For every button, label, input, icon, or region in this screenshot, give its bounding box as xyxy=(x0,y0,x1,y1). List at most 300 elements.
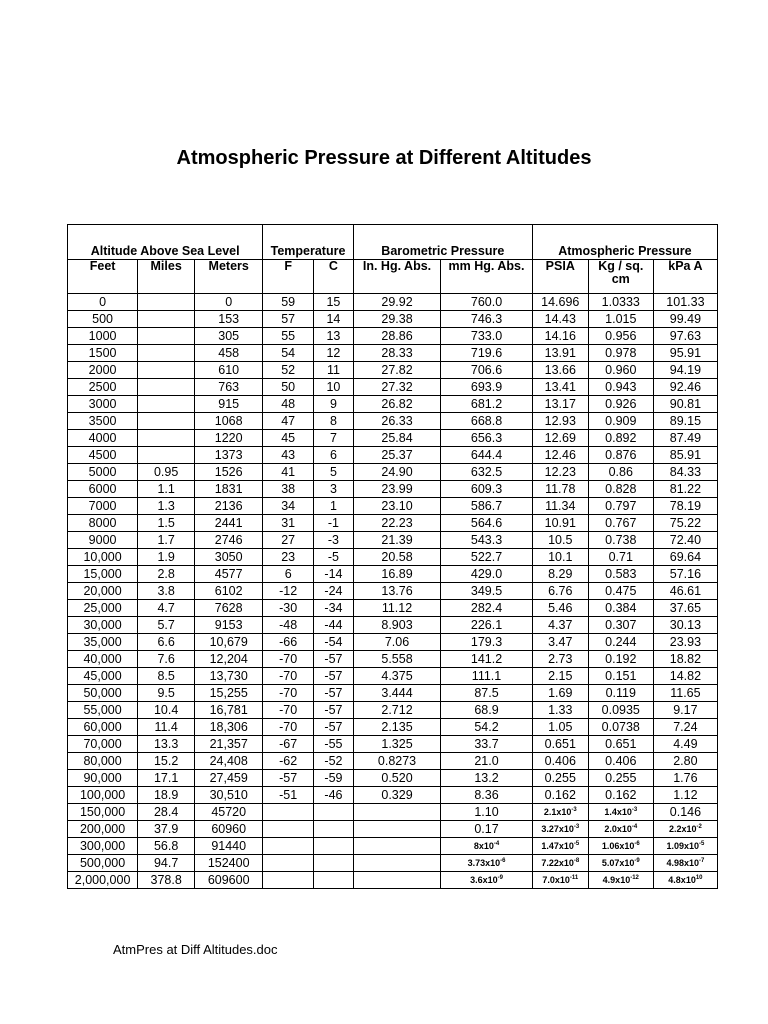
cell-mm-hg: 179.3 xyxy=(441,634,533,651)
cell-mm-hg: 706.6 xyxy=(441,362,533,379)
cell-kpa: 90.81 xyxy=(653,396,717,413)
cell-miles xyxy=(138,311,195,328)
cell-feet: 2,000,000 xyxy=(68,872,138,889)
cell-psia: $7.22x10^{-8}$ xyxy=(532,855,588,872)
cell-fahrenheit: -70 xyxy=(263,685,314,702)
cell-miles: 1.5 xyxy=(138,515,195,532)
cell-celsius: 3 xyxy=(314,481,354,498)
cell-celsius: -3 xyxy=(314,532,354,549)
cell-kpa: 101.33 xyxy=(653,294,717,311)
cell-miles: 6.6 xyxy=(138,634,195,651)
cell-mm-hg: 668.8 xyxy=(441,413,533,430)
cell-feet: 100,000 xyxy=(68,787,138,804)
cell-fahrenheit xyxy=(263,855,314,872)
cell-in-hg: 2.135 xyxy=(353,719,440,736)
cell-feet: 55,000 xyxy=(68,702,138,719)
table-row xyxy=(68,515,718,532)
cell-feet: 7000 xyxy=(68,498,138,515)
table-row xyxy=(68,294,718,311)
cell-fahrenheit: 54 xyxy=(263,345,314,362)
cell-fahrenheit: 6 xyxy=(263,566,314,583)
cell-kg-sq-cm: 0.0738 xyxy=(588,719,653,736)
cell-meters: 18,306 xyxy=(195,719,263,736)
cell-mm-hg: 522.7 xyxy=(441,549,533,566)
cell-celsius: -57 xyxy=(314,685,354,702)
cell-psia: 0.162 xyxy=(532,787,588,804)
cell-psia: 12.23 xyxy=(532,464,588,481)
cell-celsius: -57 xyxy=(314,651,354,668)
cell-in-hg: 24.90 xyxy=(353,464,440,481)
cell-kpa: 11.65 xyxy=(653,685,717,702)
cell-kg-sq-cm: 0.0935 xyxy=(588,702,653,719)
cell-miles: 13.3 xyxy=(138,736,195,753)
cell-kpa: 46.61 xyxy=(653,583,717,600)
cell-feet: 4500 xyxy=(68,447,138,464)
cell-psia: 0.255 xyxy=(532,770,588,787)
table-row xyxy=(68,702,718,719)
column-header-in-hg: In. Hg. Abs. xyxy=(353,260,440,294)
table-row xyxy=(68,362,718,379)
cell-meters: 91440 xyxy=(195,838,263,855)
cell-mm-hg: $3.73x10^{-6}$ xyxy=(441,855,533,872)
cell-fahrenheit: 52 xyxy=(263,362,314,379)
cell-fahrenheit: 31 xyxy=(263,515,314,532)
cell-miles: 4.7 xyxy=(138,600,195,617)
cell-celsius: -24 xyxy=(314,583,354,600)
cell-miles: 0.95 xyxy=(138,464,195,481)
table-row xyxy=(68,668,718,685)
cell-kpa: 30.13 xyxy=(653,617,717,634)
cell-kg-sq-cm: $2.0x10^{-4}$ xyxy=(588,821,653,838)
cell-feet: 6000 xyxy=(68,481,138,498)
table-row xyxy=(68,532,718,549)
cell-in-hg: 5.558 xyxy=(353,651,440,668)
cell-miles: 8.5 xyxy=(138,668,195,685)
cell-feet: 10,000 xyxy=(68,549,138,566)
cell-mm-hg: 111.1 xyxy=(441,668,533,685)
cell-mm-hg: 644.4 xyxy=(441,447,533,464)
table-row xyxy=(68,787,718,804)
cell-fahrenheit: 57 xyxy=(263,311,314,328)
cell-in-hg: 11.12 xyxy=(353,600,440,617)
table-row xyxy=(68,464,718,481)
cell-meters: 10,679 xyxy=(195,634,263,651)
cell-meters: 45720 xyxy=(195,804,263,821)
cell-kpa: 78.19 xyxy=(653,498,717,515)
cell-mm-hg: 8.36 xyxy=(441,787,533,804)
cell-meters: 915 xyxy=(195,396,263,413)
cell-kpa: 57.16 xyxy=(653,566,717,583)
cell-fahrenheit: 34 xyxy=(263,498,314,515)
cell-psia: 14.16 xyxy=(532,328,588,345)
cell-miles: 378.8 xyxy=(138,872,195,889)
table-row xyxy=(68,617,718,634)
cell-mm-hg: 21.0 xyxy=(441,753,533,770)
cell-kpa: 2.80 xyxy=(653,753,717,770)
cell-in-hg: 0.8273 xyxy=(353,753,440,770)
table-row xyxy=(68,583,718,600)
cell-in-hg xyxy=(353,821,440,838)
cell-in-hg: 4.375 xyxy=(353,668,440,685)
cell-fahrenheit: -70 xyxy=(263,651,314,668)
cell-kpa: 37.65 xyxy=(653,600,717,617)
group-header-row xyxy=(68,225,718,260)
cell-mm-hg: 87.5 xyxy=(441,685,533,702)
cell-psia: 4.37 xyxy=(532,617,588,634)
cell-celsius: -57 xyxy=(314,719,354,736)
cell-in-hg: 29.38 xyxy=(353,311,440,328)
table-row xyxy=(68,447,718,464)
cell-mm-hg: 543.3 xyxy=(441,532,533,549)
cell-psia: $3.27x10^{-3}$ xyxy=(532,821,588,838)
cell-in-hg: 26.33 xyxy=(353,413,440,430)
group-header-barometric: Barometric Pressure xyxy=(353,225,532,260)
cell-mm-hg: 68.9 xyxy=(441,702,533,719)
cell-kpa: 9.17 xyxy=(653,702,717,719)
cell-in-hg: 27.32 xyxy=(353,379,440,396)
cell-celsius: 14 xyxy=(314,311,354,328)
cell-miles: 37.9 xyxy=(138,821,195,838)
cell-meters: 6102 xyxy=(195,583,263,600)
cell-kg-sq-cm: 0.151 xyxy=(588,668,653,685)
cell-celsius: 13 xyxy=(314,328,354,345)
cell-meters: 60960 xyxy=(195,821,263,838)
cell-fahrenheit: 50 xyxy=(263,379,314,396)
cell-meters: 1831 xyxy=(195,481,263,498)
cell-feet: 70,000 xyxy=(68,736,138,753)
cell-miles xyxy=(138,345,195,362)
table-row xyxy=(68,498,718,515)
cell-mm-hg: 693.9 xyxy=(441,379,533,396)
cell-kpa: 84.33 xyxy=(653,464,717,481)
cell-meters: 4577 xyxy=(195,566,263,583)
cell-fahrenheit: 23 xyxy=(263,549,314,566)
cell-fahrenheit: 48 xyxy=(263,396,314,413)
cell-kg-sq-cm: 0.651 xyxy=(588,736,653,753)
cell-psia: 13.41 xyxy=(532,379,588,396)
cell-in-hg: 23.10 xyxy=(353,498,440,515)
cell-meters: 458 xyxy=(195,345,263,362)
table-row xyxy=(68,481,718,498)
cell-psia: 1.05 xyxy=(532,719,588,736)
cell-miles: 15.2 xyxy=(138,753,195,770)
cell-celsius: 9 xyxy=(314,396,354,413)
cell-kpa: 1.76 xyxy=(653,770,717,787)
cell-celsius: 6 xyxy=(314,447,354,464)
cell-psia: 6.76 xyxy=(532,583,588,600)
cell-fahrenheit: 41 xyxy=(263,464,314,481)
cell-kpa: 87.49 xyxy=(653,430,717,447)
cell-miles: 56.8 xyxy=(138,838,195,855)
group-header-altitude: Altitude Above Sea Level xyxy=(68,225,263,260)
cell-kpa: 72.40 xyxy=(653,532,717,549)
table-row xyxy=(68,413,718,430)
cell-kg-sq-cm: 0.71 xyxy=(588,549,653,566)
cell-celsius: -5 xyxy=(314,549,354,566)
cell-kg-sq-cm: 1.015 xyxy=(588,311,653,328)
cell-celsius xyxy=(314,821,354,838)
cell-feet: 15,000 xyxy=(68,566,138,583)
cell-fahrenheit xyxy=(263,838,314,855)
cell-celsius: -1 xyxy=(314,515,354,532)
cell-kg-sq-cm: 0.828 xyxy=(588,481,653,498)
document-footer: AtmPres at Diff Altitudes.doc xyxy=(113,942,278,957)
cell-celsius xyxy=(314,804,354,821)
cell-psia: $1.47x10^{-5}$ xyxy=(532,838,588,855)
cell-miles: 2.8 xyxy=(138,566,195,583)
cell-in-hg: 28.86 xyxy=(353,328,440,345)
cell-kg-sq-cm: 0.943 xyxy=(588,379,653,396)
cell-psia: 5.46 xyxy=(532,600,588,617)
cell-celsius: -34 xyxy=(314,600,354,617)
cell-kg-sq-cm: 0.119 xyxy=(588,685,653,702)
cell-feet: 5000 xyxy=(68,464,138,481)
cell-in-hg xyxy=(353,804,440,821)
cell-psia: 10.5 xyxy=(532,532,588,549)
table-row xyxy=(68,311,718,328)
cell-kpa: 92.46 xyxy=(653,379,717,396)
cell-miles xyxy=(138,396,195,413)
cell-mm-hg: 13.2 xyxy=(441,770,533,787)
cell-feet: 20,000 xyxy=(68,583,138,600)
cell-kg-sq-cm: 0.960 xyxy=(588,362,653,379)
cell-kpa: 7.24 xyxy=(653,719,717,736)
cell-celsius: -54 xyxy=(314,634,354,651)
cell-in-hg: 27.82 xyxy=(353,362,440,379)
cell-feet: 60,000 xyxy=(68,719,138,736)
cell-meters: 2746 xyxy=(195,532,263,549)
cell-feet: 90,000 xyxy=(68,770,138,787)
cell-miles: 1.3 xyxy=(138,498,195,515)
table-row xyxy=(68,685,718,702)
group-header-temperature: Temperature xyxy=(263,225,354,260)
cell-feet: 1000 xyxy=(68,328,138,345)
table-row xyxy=(68,651,718,668)
cell-celsius: 11 xyxy=(314,362,354,379)
cell-meters: 2136 xyxy=(195,498,263,515)
table-row xyxy=(68,719,718,736)
cell-kg-sq-cm: 0.384 xyxy=(588,600,653,617)
cell-celsius: -55 xyxy=(314,736,354,753)
cell-kpa: $4.8x10^{10}$ xyxy=(653,872,717,889)
cell-mm-hg: 0.17 xyxy=(441,821,533,838)
cell-in-hg: 25.37 xyxy=(353,447,440,464)
cell-miles xyxy=(138,294,195,311)
cell-kpa: 89.15 xyxy=(653,413,717,430)
cell-psia: 12.93 xyxy=(532,413,588,430)
cell-miles xyxy=(138,413,195,430)
cell-psia: 14.696 xyxy=(532,294,588,311)
cell-in-hg: 8.903 xyxy=(353,617,440,634)
table-row xyxy=(68,753,718,770)
cell-kpa: 85.91 xyxy=(653,447,717,464)
cell-in-hg: 26.82 xyxy=(353,396,440,413)
cell-kg-sq-cm: 0.767 xyxy=(588,515,653,532)
cell-miles xyxy=(138,362,195,379)
cell-feet: 30,000 xyxy=(68,617,138,634)
cell-fahrenheit: 55 xyxy=(263,328,314,345)
cell-miles: 1.7 xyxy=(138,532,195,549)
cell-fahrenheit: -62 xyxy=(263,753,314,770)
cell-meters: 7628 xyxy=(195,600,263,617)
cell-fahrenheit: 45 xyxy=(263,430,314,447)
cell-mm-hg: 429.0 xyxy=(441,566,533,583)
cell-fahrenheit: -48 xyxy=(263,617,314,634)
cell-mm-hg: 632.5 xyxy=(441,464,533,481)
cell-psia: $2.1x10^{-3}$ xyxy=(532,804,588,821)
cell-kpa: 14.82 xyxy=(653,668,717,685)
cell-mm-hg: 282.4 xyxy=(441,600,533,617)
cell-kpa: 4.49 xyxy=(653,736,717,753)
cell-kpa: $4.98x10^{-7}$ xyxy=(653,855,717,872)
cell-kg-sq-cm: 0.162 xyxy=(588,787,653,804)
cell-kpa: 23.93 xyxy=(653,634,717,651)
cell-kg-sq-cm: $5.07x10^{-9}$ xyxy=(588,855,653,872)
cell-psia: 13.17 xyxy=(532,396,588,413)
cell-meters: 1526 xyxy=(195,464,263,481)
cell-celsius: 10 xyxy=(314,379,354,396)
cell-kpa: $1.09x10^{-5}$ xyxy=(653,838,717,855)
cell-miles xyxy=(138,328,195,345)
cell-fahrenheit: -70 xyxy=(263,668,314,685)
cell-feet: 1500 xyxy=(68,345,138,362)
cell-celsius: 15 xyxy=(314,294,354,311)
cell-kpa: 95.91 xyxy=(653,345,717,362)
cell-fahrenheit: -57 xyxy=(263,770,314,787)
cell-celsius: -59 xyxy=(314,770,354,787)
cell-celsius: -46 xyxy=(314,787,354,804)
cell-kg-sq-cm: 0.307 xyxy=(588,617,653,634)
cell-meters: 24,408 xyxy=(195,753,263,770)
cell-in-hg: 13.76 xyxy=(353,583,440,600)
cell-feet: 200,000 xyxy=(68,821,138,838)
table-row xyxy=(68,430,718,447)
cell-miles: 28.4 xyxy=(138,804,195,821)
column-header-psia: PSIA xyxy=(532,260,588,294)
table-row xyxy=(68,549,718,566)
cell-kg-sq-cm: 1.0333 xyxy=(588,294,653,311)
cell-celsius: 1 xyxy=(314,498,354,515)
cell-feet: 45,000 xyxy=(68,668,138,685)
cell-psia: $7.0x10^{-11}$ xyxy=(532,872,588,889)
column-header-celsius: C xyxy=(314,260,354,294)
cell-fahrenheit: 47 xyxy=(263,413,314,430)
cell-in-hg: 20.58 xyxy=(353,549,440,566)
pressure-table xyxy=(67,224,718,889)
cell-mm-hg: 733.0 xyxy=(441,328,533,345)
cell-in-hg: 22.23 xyxy=(353,515,440,532)
cell-meters: 1068 xyxy=(195,413,263,430)
cell-fahrenheit: -12 xyxy=(263,583,314,600)
cell-miles: 9.5 xyxy=(138,685,195,702)
cell-meters: 9153 xyxy=(195,617,263,634)
cell-mm-hg: 656.3 xyxy=(441,430,533,447)
cell-kg-sq-cm: 0.583 xyxy=(588,566,653,583)
cell-celsius: 7 xyxy=(314,430,354,447)
cell-meters: 1220 xyxy=(195,430,263,447)
column-header-miles: Miles xyxy=(138,260,195,294)
cell-kpa: $2.2x10^{-2}$ xyxy=(653,821,717,838)
cell-miles: 10.4 xyxy=(138,702,195,719)
cell-feet: 2000 xyxy=(68,362,138,379)
cell-celsius: -57 xyxy=(314,668,354,685)
cell-psia: 11.34 xyxy=(532,498,588,515)
table-body xyxy=(68,294,718,889)
cell-psia: 10.91 xyxy=(532,515,588,532)
cell-feet: 500,000 xyxy=(68,855,138,872)
column-header-row xyxy=(68,260,718,294)
cell-in-hg: 25.84 xyxy=(353,430,440,447)
cell-in-hg: 3.444 xyxy=(353,685,440,702)
cell-psia: 13.91 xyxy=(532,345,588,362)
cell-fahrenheit: -70 xyxy=(263,702,314,719)
cell-mm-hg: 746.3 xyxy=(441,311,533,328)
table-row xyxy=(68,600,718,617)
cell-psia: 10.1 xyxy=(532,549,588,566)
cell-kg-sq-cm: 0.192 xyxy=(588,651,653,668)
cell-feet: 3500 xyxy=(68,413,138,430)
table-row xyxy=(68,804,718,821)
cell-fahrenheit: -66 xyxy=(263,634,314,651)
cell-psia: 14.43 xyxy=(532,311,588,328)
cell-feet: 35,000 xyxy=(68,634,138,651)
cell-mm-hg: 609.3 xyxy=(441,481,533,498)
cell-feet: 150,000 xyxy=(68,804,138,821)
cell-psia: 1.33 xyxy=(532,702,588,719)
column-header-mm-hg: mm Hg. Abs. xyxy=(441,260,533,294)
cell-mm-hg: 586.7 xyxy=(441,498,533,515)
cell-psia: 12.69 xyxy=(532,430,588,447)
cell-kg-sq-cm: 0.909 xyxy=(588,413,653,430)
cell-miles: 7.6 xyxy=(138,651,195,668)
cell-psia: 12.46 xyxy=(532,447,588,464)
cell-meters: 153 xyxy=(195,311,263,328)
cell-celsius: -52 xyxy=(314,753,354,770)
cell-mm-hg: 141.2 xyxy=(441,651,533,668)
cell-kg-sq-cm: $1.4x10^{-3}$ xyxy=(588,804,653,821)
cell-fahrenheit xyxy=(263,821,314,838)
cell-kg-sq-cm: 0.892 xyxy=(588,430,653,447)
table-row xyxy=(68,855,718,872)
cell-miles xyxy=(138,379,195,396)
cell-mm-hg: 349.5 xyxy=(441,583,533,600)
table-row xyxy=(68,328,718,345)
cell-kg-sq-cm: 0.738 xyxy=(588,532,653,549)
cell-kpa: 97.63 xyxy=(653,328,717,345)
cell-kg-sq-cm: 0.926 xyxy=(588,396,653,413)
cell-kg-sq-cm: 0.797 xyxy=(588,498,653,515)
table-row xyxy=(68,821,718,838)
column-header-feet: Feet xyxy=(68,260,138,294)
cell-feet: 25,000 xyxy=(68,600,138,617)
cell-miles: 94.7 xyxy=(138,855,195,872)
cell-fahrenheit: -51 xyxy=(263,787,314,804)
cell-feet: 80,000 xyxy=(68,753,138,770)
table-row xyxy=(68,379,718,396)
cell-celsius xyxy=(314,855,354,872)
cell-feet: 0 xyxy=(68,294,138,311)
cell-kg-sq-cm: 0.255 xyxy=(588,770,653,787)
cell-kpa: 94.19 xyxy=(653,362,717,379)
cell-fahrenheit: 27 xyxy=(263,532,314,549)
cell-meters: 610 xyxy=(195,362,263,379)
cell-meters: 15,255 xyxy=(195,685,263,702)
cell-fahrenheit: 59 xyxy=(263,294,314,311)
cell-mm-hg: 33.7 xyxy=(441,736,533,753)
cell-mm-hg: 760.0 xyxy=(441,294,533,311)
table-row xyxy=(68,396,718,413)
cell-celsius: -44 xyxy=(314,617,354,634)
